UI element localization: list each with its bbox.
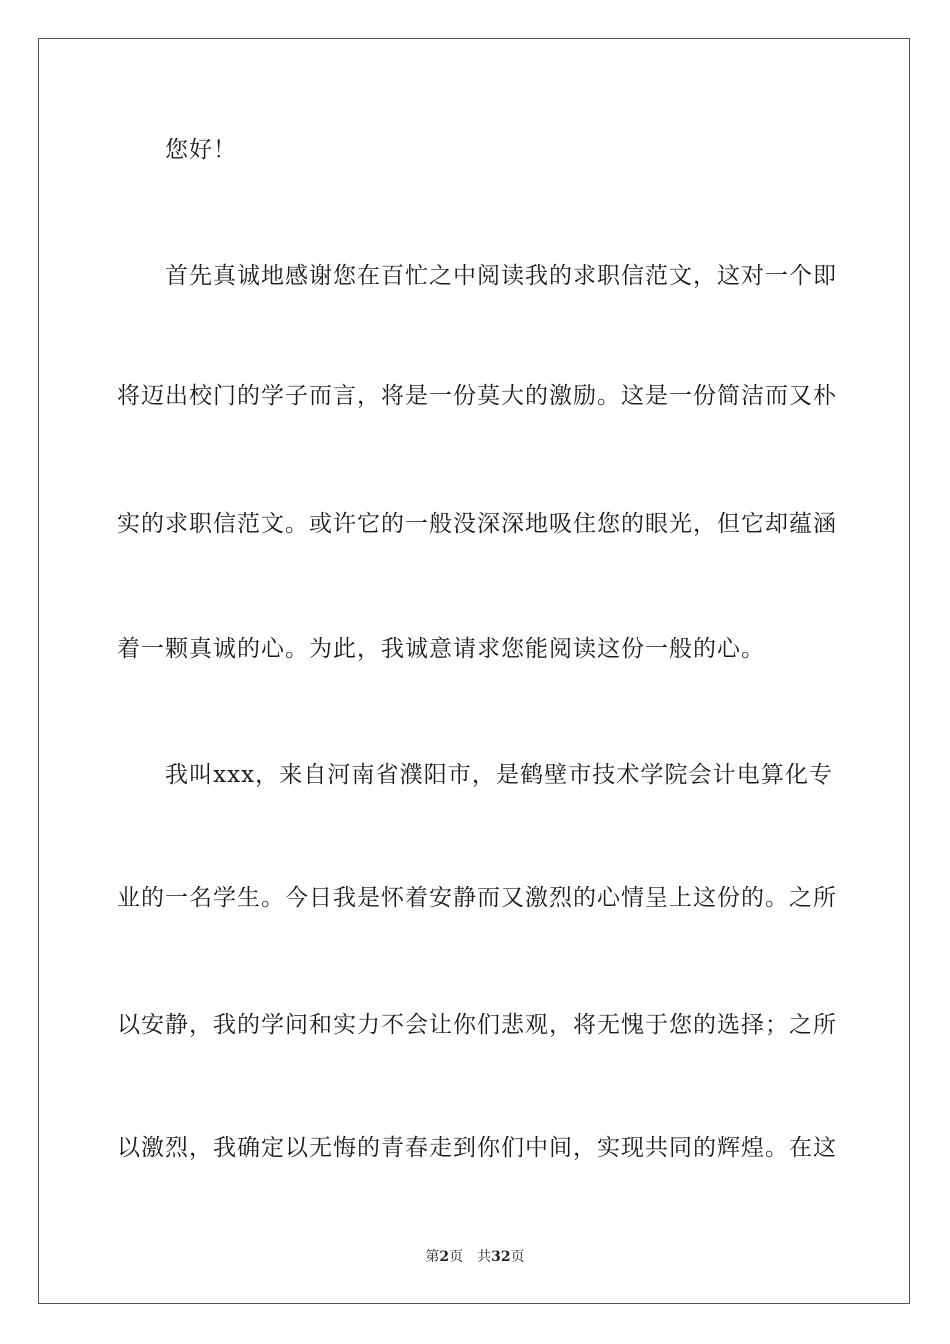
page-prefix: 第 [425, 1249, 440, 1265]
paragraph-line: 将迈出校门的学子而言，将是一份莫大的激励。这是一份简洁而又朴 [117, 383, 837, 409]
total-prefix: 共 [477, 1249, 492, 1265]
page-frame [38, 38, 910, 1304]
paragraph-line: 实的求职信范文。或许它的一般没深深地吸住您的眼光，但它却蕴涵 [117, 511, 837, 537]
paragraph-line: 首先真诚地感谢您在百忙之中阅读我的求职信范文，这对一个即 [165, 263, 837, 289]
total-pages: 32 [491, 1249, 511, 1265]
paragraph-line: 业的一名学生。今日我是怀着安静而又激烈的心情呈上这份的。之所 [117, 885, 837, 911]
page-footer [0, 1248, 950, 1266]
total-suffix: 页 [510, 1249, 525, 1265]
paragraph-line: 以激烈，我确定以无悔的青春走到你们中间，实现共同的辉煌。在这 [117, 1135, 837, 1161]
page-number: 2 [439, 1249, 450, 1265]
paragraph-line: 以安静，我的学问和实力不会让你们悲观，将无愧于您的选择；之所 [117, 1012, 837, 1038]
paragraph-line: 我叫xxx，来自河南省濮阳市，是鹤壁市技术学院会计电算化专 [165, 762, 833, 788]
greeting-line: 您好！ [165, 137, 237, 163]
page-suffix: 页 [449, 1249, 464, 1265]
paragraph-line: 着一颗真诚的心。为此，我诚意请求您能阅读这份一般的心。 [117, 636, 765, 662]
